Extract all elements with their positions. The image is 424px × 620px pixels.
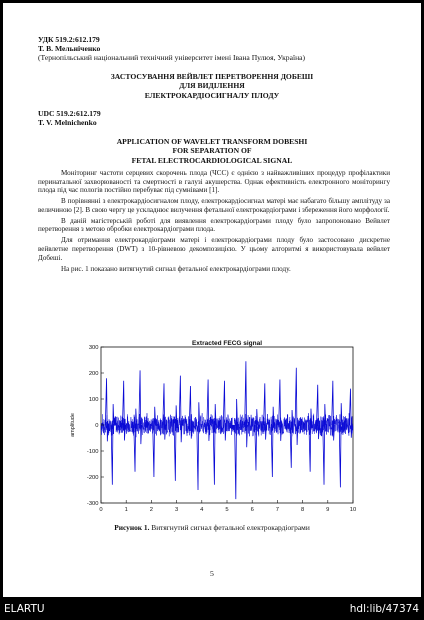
author-en: T. V. Melnichenko: [38, 118, 97, 127]
y-tick-label: 100: [88, 397, 99, 403]
x-tick-label: 1: [124, 507, 128, 513]
y-tick-label: -100: [86, 449, 99, 455]
footer-handle: hdl:lib/47374: [349, 603, 419, 615]
x-tick-label: 0: [99, 507, 103, 513]
title-en-line: APPLICATION OF WAVELET TRANSFORM DOBESHI: [116, 137, 308, 146]
title-en: [33, 137, 391, 165]
title-en-line: FETAL ELECTROCARDIOLOGICAL SIGNAL: [131, 155, 293, 165]
y-tick-label: -300: [86, 501, 99, 507]
author-uk: Т. В. Мельнiченко: [38, 44, 101, 53]
title-uk-line: ДЛЯ ВИДІЛЕННЯ: [179, 81, 245, 91]
x-tick-label: 10: [349, 507, 357, 513]
fecg-chart: [65, 337, 361, 515]
document-page: [3, 3, 421, 597]
paragraph: На рис. 1 показано витягнутий сигнал фетальної електрокардіограми плоду.: [61, 264, 291, 273]
caption-text: Витягнутий сигнал фетальної електрокардіограми: [149, 523, 310, 532]
x-tick-label: 5: [225, 507, 229, 513]
x-tick-label: 9: [326, 507, 330, 513]
y-tick-label: -200: [86, 475, 99, 481]
title-uk-line: ЕЛЕКТРОКАРДІОСИГНАЛУ ПЛОДУ: [144, 90, 280, 100]
page-number: 5: [210, 569, 214, 578]
footer-repository-name: ELARTU: [4, 603, 45, 615]
paragraph: Для отримання електрокардіограми матері і електрокардіограми плоду було застосовано дискретне вейвлетне перетворення (DWT) з 10-рівневою декомпозицією. У цьому алгоритмі я використовувала вейвлет Добеші.: [38, 236, 390, 262]
x-tick-label: 6: [250, 507, 254, 513]
y-tick-label: 200: [88, 371, 99, 377]
title-uk: [33, 72, 391, 100]
title-uk-line: ЗАСТОСУВАННЯ ВЕЙВЛЕТ ПЕРЕТВОРЕННЯ ДОБЕШІ: [110, 72, 314, 81]
x-tick-label: 7: [275, 507, 280, 513]
y-tick-label: 300: [88, 345, 99, 351]
x-tick-label: 8: [300, 507, 305, 513]
figure-chart: [65, 337, 361, 515]
y-tick-label: 0: [95, 423, 99, 429]
udc-uk: УДК 519.2:612.179: [38, 35, 100, 44]
caption-label: Рисунок 1.: [114, 523, 150, 532]
chart-title: Extracted FECG signal: [191, 340, 263, 347]
x-tick-label: 3: [174, 507, 179, 513]
figure-caption: [33, 523, 391, 532]
y-axis-label: amplitude: [70, 413, 76, 437]
paragraph: В даній магістерській роботі для виявлення електрокардіограми плоду було запропоновано Вейвлет перетворення з метою обробки електрокардіограми плода.: [38, 216, 390, 234]
title-en-line: FOR SEPARATION OF: [172, 146, 252, 156]
affiliation-uk: (Тернопільський національний технічний університет імені Івана Пулюя, Україна): [38, 53, 306, 62]
body-text: [38, 169, 390, 275]
udc-en: UDC 519.2:612.179: [38, 109, 101, 118]
paragraph: В порівнянні з електрокардіосигналом плоду, електрокардіосигнал матері має набагато більшу амплітуду за величиною [2]. В свою чергу це ускладнює вилучення фетальної електрокардіограми і збереження його морфології.: [38, 197, 390, 214]
x-tick-label: 2: [149, 507, 154, 513]
paragraph: Моніторинг частоти серцевих скорочень плода (ЧСС) є однією з найважливіших процедур профілактики перинатальної захворюваності та смертності в галузі акушерства. Однак ефективність електронного моніторингу плода під час пологів постійно перебуває під сумнівами [1].: [38, 169, 390, 195]
x-tick-label: 4: [200, 507, 204, 513]
